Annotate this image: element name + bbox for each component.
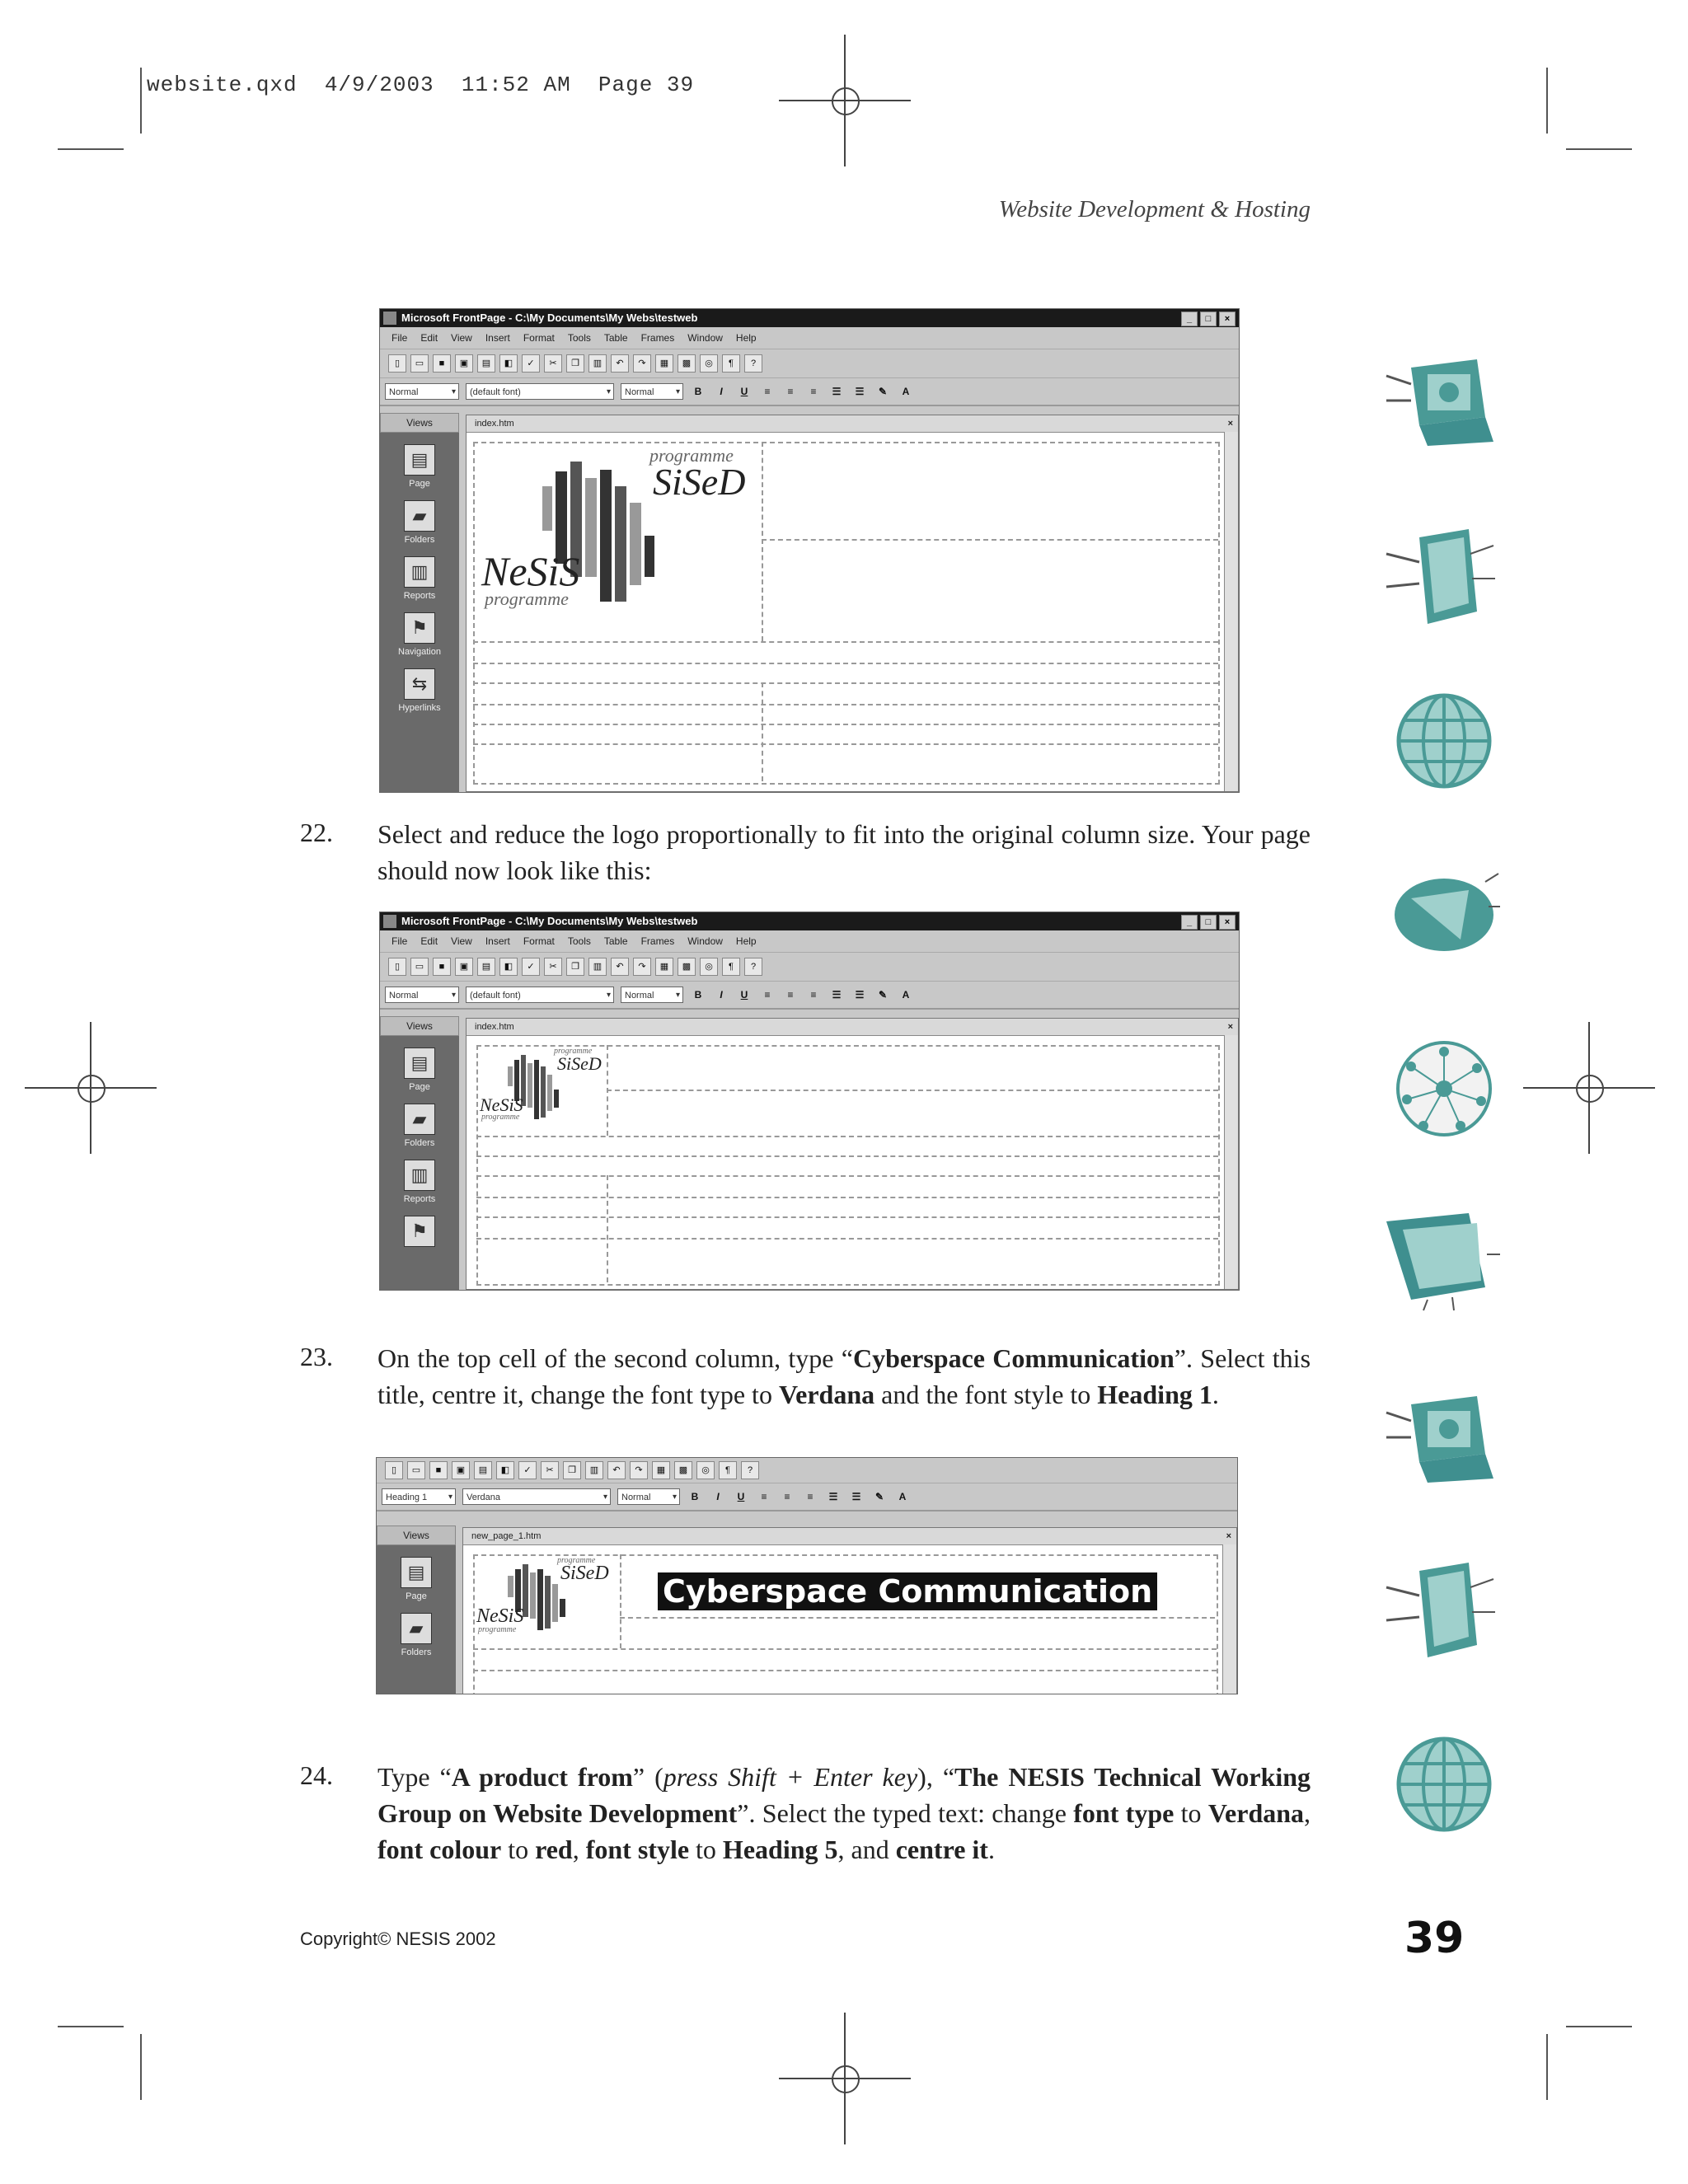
view-label: Folders	[404, 535, 435, 545]
highlight-icon[interactable]: ✎	[878, 386, 888, 397]
vertical-scrollbar[interactable]	[1224, 432, 1238, 791]
crop-mark	[140, 2034, 142, 2100]
minimize-button[interactable]: _	[1181, 312, 1198, 326]
menu-frames[interactable]: Frames	[640, 332, 675, 344]
crop-mark	[58, 2026, 124, 2027]
copy-icon[interactable]: ❐	[566, 354, 584, 373]
preview-icon[interactable]: ◧	[496, 1461, 514, 1479]
logo-programme-top: programme	[554, 1047, 593, 1056]
row-divider	[476, 1175, 1218, 1177]
table-icon[interactable]: ▦	[652, 1461, 670, 1479]
views-bar	[380, 1016, 459, 1290]
folder-icon: ▰	[401, 1613, 432, 1644]
image-icon[interactable]: ▩	[674, 1461, 692, 1479]
menu-tools[interactable]: Tools	[567, 935, 591, 947]
crop-mark	[58, 148, 124, 150]
close-button[interactable]: ×	[1219, 312, 1236, 326]
menu-window[interactable]: Window	[687, 332, 723, 344]
view-folders[interactable]	[380, 500, 459, 545]
align-right-icon[interactable]: ≡	[810, 386, 817, 397]
font-select[interactable]: (default font) ▾	[466, 383, 614, 400]
standard-toolbar	[380, 953, 1239, 982]
logo-programme-top: programme	[557, 1556, 596, 1565]
network-icon	[1378, 1035, 1502, 1142]
redo-icon[interactable]: ↷	[633, 354, 651, 373]
frontpage-screenshot-3	[376, 1457, 1238, 1694]
close-tab-icon[interactable]: ×	[1226, 1531, 1231, 1541]
page-icon: ▤	[404, 444, 435, 476]
preview-icon[interactable]: ◧	[499, 354, 518, 373]
frontpage-screenshot-2	[379, 912, 1240, 1291]
step-number: 22.	[300, 818, 333, 847]
redo-icon[interactable]: ↷	[633, 958, 651, 976]
menu-file[interactable]: File	[392, 935, 408, 947]
globe-icon	[1378, 1731, 1502, 1838]
view-reports[interactable]	[380, 1160, 459, 1204]
view-label: Page	[409, 479, 430, 489]
new-icon[interactable]: ▯	[388, 958, 406, 976]
row-divider	[473, 743, 1218, 745]
row-divider	[476, 1238, 1218, 1240]
menu-file[interactable]: File	[392, 332, 408, 344]
registration-mark	[1564, 1063, 1614, 1113]
highlight-icon[interactable]: ✎	[874, 1491, 884, 1502]
step-text: Select and reduce the logo proportionally to fit into the original column size. Your page should now look like this:	[377, 819, 1311, 885]
monitor-icon	[1378, 857, 1502, 964]
page-icon: ▤	[404, 1047, 435, 1079]
row-divider	[607, 1090, 1218, 1091]
page-editor[interactable]	[462, 1527, 1237, 1694]
frontpage-screenshot-1	[379, 308, 1240, 793]
tab-label: index.htm	[475, 1022, 514, 1032]
style-select[interactable]: Heading 1 ▾	[382, 1488, 456, 1505]
hyperlink-icon[interactable]: ◎	[700, 958, 718, 976]
logo-sised: SiSeD	[653, 461, 746, 503]
menu-insert[interactable]: Insert	[485, 935, 510, 947]
column-divider	[620, 1554, 621, 1648]
step-text: Type “A product from” (press Shift + Enter key), “The NESIS Technical Working Group on Website Development”. Select the typed text: change font type to Verdana, font colour to red, font style to Heading 5, and centre it.	[377, 1762, 1311, 1864]
menu-table[interactable]: Table	[603, 935, 628, 947]
view-page[interactable]	[380, 1047, 459, 1092]
print-icon[interactable]: ▤	[477, 958, 495, 976]
menu-format[interactable]: Format	[523, 935, 555, 947]
column-divider	[607, 1175, 608, 1282]
new-icon[interactable]: ▯	[385, 1461, 403, 1479]
step-number: 24.	[300, 1760, 333, 1790]
table-icon[interactable]: ▦	[655, 354, 673, 373]
menu-frames[interactable]: Frames	[640, 935, 675, 947]
menu-table[interactable]: Table	[603, 332, 628, 344]
paste-icon[interactable]: ▥	[588, 354, 607, 373]
hyperlink-icon[interactable]: ◎	[696, 1461, 715, 1479]
menu-edit[interactable]: Edit	[420, 332, 438, 344]
new-icon[interactable]: ▯	[388, 354, 406, 373]
highlight-icon[interactable]: ✎	[878, 989, 888, 1001]
menu-bar	[380, 327, 1239, 349]
tab-label: new_page_1.htm	[471, 1531, 542, 1541]
running-head: Website Development & Hosting	[998, 196, 1311, 223]
paste-icon[interactable]: ▥	[588, 958, 607, 976]
folder-icon	[1378, 1205, 1502, 1312]
menu-edit[interactable]: Edit	[420, 935, 438, 947]
nesis-sised-logo[interactable]	[475, 1558, 615, 1647]
window-titlebar	[380, 912, 1239, 930]
hyperlink-icon[interactable]: ◎	[700, 354, 718, 373]
logo-nesis: NeSiS	[481, 548, 580, 594]
save-icon[interactable]: ■	[429, 1461, 448, 1479]
open-icon[interactable]: ▭	[410, 958, 429, 976]
row-divider	[473, 663, 1218, 664]
logo-programme-bottom: programme	[481, 1113, 520, 1122]
menu-help[interactable]: Help	[735, 332, 757, 344]
format-toolbar	[380, 982, 1239, 1010]
window-title: Microsoft FrontPage - C:\My Documents\My Webs\testweb	[401, 915, 698, 927]
page-icon: ▤	[401, 1557, 432, 1588]
step-number: 23.	[300, 1342, 333, 1371]
underline-button[interactable]: U	[740, 989, 748, 1001]
align-left-icon[interactable]: ≡	[764, 989, 771, 1001]
views-label: Views	[380, 413, 459, 433]
crop-mark	[140, 68, 142, 134]
close-tab-icon[interactable]: ×	[1227, 1022, 1233, 1032]
views-label: Views	[380, 1016, 459, 1036]
align-right-icon[interactable]: ≡	[807, 1491, 814, 1502]
window-titlebar	[380, 309, 1239, 327]
undo-icon[interactable]: ↶	[611, 958, 629, 976]
underline-button[interactable]: U	[740, 386, 748, 397]
view-navigation[interactable]	[380, 1216, 459, 1247]
view-navigation[interactable]	[380, 612, 459, 657]
align-left-icon[interactable]: ≡	[764, 386, 771, 397]
row-divider	[476, 1155, 1218, 1157]
underline-button[interactable]: U	[737, 1491, 745, 1502]
row-divider	[473, 724, 1218, 725]
frontpage-icon	[383, 915, 396, 928]
minimize-button[interactable]: _	[1181, 915, 1198, 930]
editor-tab[interactable]	[463, 1528, 1236, 1545]
logo-programme-bottom: programme	[478, 1625, 517, 1634]
view-label: Folders	[404, 1138, 435, 1148]
image-icon[interactable]: ▩	[678, 958, 696, 976]
row-divider	[473, 682, 1218, 684]
menu-view[interactable]: View	[451, 332, 472, 344]
font-color-icon[interactable]: A	[902, 386, 910, 397]
font-select[interactable]: Verdana ▾	[462, 1488, 611, 1505]
redo-icon[interactable]: ↷	[630, 1461, 648, 1479]
page-number: 39	[1404, 1914, 1465, 1963]
nesis-sised-logo[interactable]	[476, 445, 760, 638]
column-divider	[762, 682, 763, 781]
help-icon[interactable]: ?	[741, 1461, 759, 1479]
row-divider	[476, 1136, 1218, 1137]
row-divider	[473, 704, 1218, 705]
row-divider	[620, 1617, 1215, 1619]
bold-button[interactable]: B	[691, 1491, 699, 1502]
italic-button[interactable]: I	[720, 386, 723, 397]
vertical-scrollbar[interactable]	[1222, 1544, 1236, 1694]
tab-label: index.htm	[475, 419, 514, 429]
view-folders[interactable]	[377, 1613, 456, 1657]
vertical-scrollbar[interactable]	[1224, 1035, 1238, 1289]
standard-toolbar	[377, 1458, 1237, 1483]
view-label: Hyperlinks	[398, 703, 441, 713]
logo-sised: SiSeD	[560, 1563, 609, 1584]
frontpage-icon	[383, 312, 396, 325]
navigation-icon: ⚑	[404, 1216, 435, 1247]
font-color-icon[interactable]: A	[898, 1491, 907, 1502]
tower-icon	[1378, 521, 1502, 628]
italic-button[interactable]: I	[716, 1491, 720, 1502]
font-select[interactable]: (default font) ▾	[466, 987, 614, 1003]
print-icon[interactable]: ▤	[477, 354, 495, 373]
computer-icon	[1378, 343, 1502, 450]
view-label: Reports	[403, 591, 436, 601]
align-center-icon[interactable]: ≡	[787, 989, 794, 1001]
cut-icon[interactable]: ✂	[544, 958, 562, 976]
copyright: Copyright© NESIS 2002	[300, 1929, 496, 1949]
view-label: Folders	[401, 1647, 432, 1657]
menu-help[interactable]: Help	[735, 935, 757, 947]
print-icon[interactable]: ▤	[474, 1461, 492, 1479]
italic-button[interactable]: I	[720, 989, 723, 1001]
menu-insert[interactable]: Insert	[485, 332, 510, 344]
logo-programme-bottom: programme	[485, 588, 569, 609]
standard-toolbar	[380, 349, 1239, 378]
format-toolbar	[380, 378, 1239, 406]
page-editor[interactable]	[466, 415, 1239, 792]
step-text: On the top cell of the second column, type “Cyberspace Communication”. Select this title, centre it, change the font type to Verdana and the font style to Heading 1.	[377, 1343, 1311, 1409]
copy-icon[interactable]: ❐	[563, 1461, 581, 1479]
menu-tools[interactable]: Tools	[567, 332, 591, 344]
close-tab-icon[interactable]: ×	[1227, 419, 1233, 429]
view-folders[interactable]	[380, 1104, 459, 1148]
open-icon[interactable]: ▭	[407, 1461, 425, 1479]
cut-icon[interactable]: ✂	[541, 1461, 559, 1479]
bullet-list-icon[interactable]: ☰	[851, 1491, 861, 1502]
save-icon[interactable]: ■	[433, 958, 451, 976]
format-toolbar	[377, 1483, 1237, 1511]
menu-bar	[380, 930, 1239, 953]
logo-nesis: NeSiS	[480, 1094, 523, 1115]
size-select[interactable]: Normal ▾	[621, 987, 683, 1003]
numbered-list-icon[interactable]: ☰	[828, 1491, 838, 1502]
spelling-icon[interactable]: ✓	[522, 958, 540, 976]
image-icon[interactable]: ▩	[678, 354, 696, 373]
logo-nesis: NeSiS	[476, 1605, 524, 1627]
numbered-list-icon[interactable]: ☰	[832, 989, 842, 1001]
globe-icon	[1378, 687, 1502, 794]
folder-icon: ▰	[404, 1104, 435, 1135]
close-button[interactable]: ×	[1219, 915, 1236, 930]
crop-mark	[1566, 2026, 1632, 2027]
bold-button[interactable]: B	[694, 989, 702, 1001]
paragraph-icon[interactable]: ¶	[722, 958, 740, 976]
view-label: Navigation	[398, 647, 441, 657]
registration-mark	[66, 1063, 115, 1113]
cut-icon[interactable]: ✂	[544, 354, 562, 373]
crop-mark	[1546, 2034, 1548, 2100]
menu-window[interactable]: Window	[687, 935, 723, 947]
publish-icon[interactable]: ▣	[455, 354, 473, 373]
copy-icon[interactable]: ❐	[566, 958, 584, 976]
views-bar	[380, 413, 459, 792]
bullet-list-icon[interactable]: ☰	[855, 386, 865, 397]
publish-icon[interactable]: ▣	[455, 958, 473, 976]
logo-programme-top: programme	[649, 445, 734, 466]
registration-mark	[820, 2054, 870, 2103]
maximize-button[interactable]: □	[1200, 312, 1217, 326]
crop-mark	[1546, 68, 1548, 134]
maximize-button[interactable]: □	[1200, 915, 1217, 930]
editor-tab[interactable]	[467, 415, 1238, 433]
open-icon[interactable]: ▭	[410, 354, 429, 373]
view-page[interactable]	[380, 444, 459, 489]
view-label: Page	[406, 1591, 427, 1601]
paragraph-icon[interactable]: ¶	[722, 354, 740, 373]
selected-heading-text[interactable]: Cyberspace Communication	[658, 1572, 1157, 1610]
paragraph-icon[interactable]: ¶	[719, 1461, 737, 1479]
logo-sised: SiSeD	[557, 1053, 602, 1074]
spelling-icon[interactable]: ✓	[522, 354, 540, 373]
align-center-icon[interactable]: ≡	[787, 386, 794, 397]
reports-icon: ▥	[404, 1160, 435, 1191]
reports-icon: ▥	[404, 556, 435, 588]
view-hyperlinks[interactable]	[380, 668, 459, 713]
navigation-icon: ⚑	[404, 612, 435, 644]
font-color-icon[interactable]: A	[902, 989, 910, 1001]
numbered-list-icon[interactable]: ☰	[832, 386, 842, 397]
window-title: Microsoft FrontPage - C:\My Documents\My Webs\testweb	[401, 312, 698, 324]
views-label: Views	[377, 1526, 456, 1545]
undo-icon[interactable]: ↶	[607, 1461, 626, 1479]
row-divider	[762, 539, 1218, 541]
menu-view[interactable]: View	[451, 935, 472, 947]
computer-icon	[1378, 1380, 1502, 1487]
folder-icon: ▰	[404, 500, 435, 532]
file-slug: website.qxd 4/9/2003 11:52 AM Page 39	[147, 73, 695, 97]
row-divider	[473, 1670, 1217, 1671]
column-divider	[762, 442, 763, 641]
hyperlinks-icon: ⇆	[404, 668, 435, 700]
view-label: Reports	[403, 1194, 436, 1204]
save-icon[interactable]: ■	[433, 354, 451, 373]
row-divider	[473, 1648, 1217, 1650]
crop-mark	[1566, 148, 1632, 150]
spelling-icon[interactable]: ✓	[518, 1461, 537, 1479]
align-left-icon[interactable]: ≡	[761, 1491, 767, 1502]
tower-icon	[1378, 1554, 1502, 1661]
views-bar	[377, 1526, 456, 1694]
preview-icon[interactable]: ◧	[499, 958, 518, 976]
view-page[interactable]	[377, 1557, 456, 1601]
bold-button[interactable]: B	[694, 386, 702, 397]
publish-icon[interactable]: ▣	[452, 1461, 470, 1479]
nesis-sised-logo[interactable]	[478, 1048, 605, 1134]
help-icon[interactable]: ?	[744, 354, 762, 373]
editor-tab[interactable]	[467, 1019, 1238, 1036]
table-icon[interactable]: ▦	[655, 958, 673, 976]
row-divider	[476, 1216, 1218, 1218]
style-select[interactable]: Normal ▾	[385, 987, 459, 1003]
row-divider	[473, 641, 1218, 643]
registration-mark	[820, 76, 870, 125]
row-divider	[476, 1197, 1218, 1198]
size-select[interactable]: Normal ▾	[617, 1488, 680, 1505]
view-label: Page	[409, 1082, 430, 1092]
bullet-list-icon[interactable]: ☰	[855, 989, 865, 1001]
undo-icon[interactable]: ↶	[611, 354, 629, 373]
align-center-icon[interactable]: ≡	[784, 1491, 790, 1502]
align-right-icon[interactable]: ≡	[810, 989, 817, 1001]
size-select[interactable]: Normal ▾	[621, 383, 683, 400]
view-reports[interactable]	[380, 556, 459, 601]
paste-icon[interactable]: ▥	[585, 1461, 603, 1479]
menu-format[interactable]: Format	[523, 332, 555, 344]
style-select[interactable]: Normal ▾	[385, 383, 459, 400]
help-icon[interactable]: ?	[744, 958, 762, 976]
page-editor[interactable]	[466, 1018, 1239, 1290]
